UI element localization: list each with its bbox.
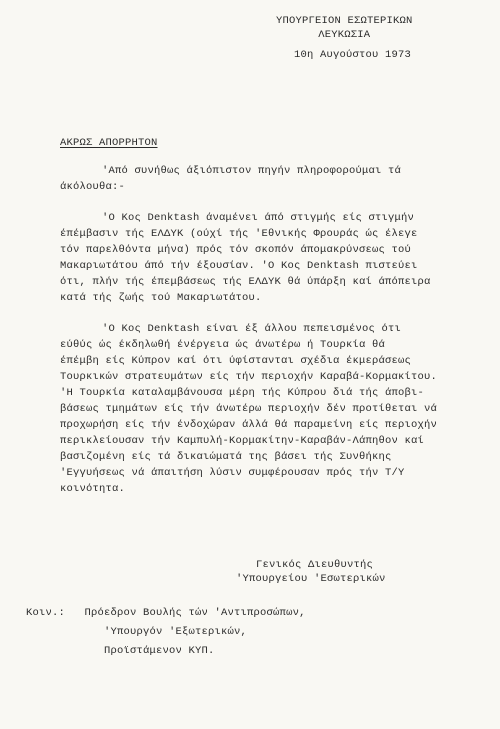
body-line: κοινότητα.	[60, 483, 126, 495]
body-line: έπέμβασιν τής ΕΛΔΥΚ (ούχί τής 'Εθνικής Φρουράς ώς έλεγε	[60, 228, 418, 240]
ministry-city: ΛΕΥΚΩΣΙΑ	[318, 29, 371, 41]
distribution-list	[26, 606, 306, 663]
body-line: έπέμβη είς Κύπρον καί ότι ύφίστανται σχέδια έκμεράσεως	[60, 355, 412, 367]
signatory-ministry: 'Υπουργείου 'Εσωτερικών	[236, 573, 386, 585]
body-line: 'Εγγυήσεως νά άπαιτήση λύσιν συμφέρουσαν πρός τήν Τ/Υ	[60, 467, 405, 479]
paragraph	[60, 211, 480, 307]
body-line: ότι, πλήν τής έπεμβάσεως τής ΕΛΔΥΚ θά ύπάρξη καί άπόπειρα	[60, 276, 431, 288]
body-line: περικλείουσαν τήν Καμπυλή-Κορμακίτην-Καραβάν-Λάπηθον καί	[60, 435, 425, 447]
body-line: προχωρήση είς τήν ένδοχώραν άλλά θά παραμείνη είς περιοχήν	[60, 419, 438, 431]
body-line: Μακαριωτάτου άπό τήν έξουσίαν. 'Ο Κος Denktash πιστεύει	[60, 260, 418, 272]
body-line: εύθύς ώς έκδηλωθή ένέργεια ώς άνωτέρω ή Τουρκία θά	[60, 339, 386, 351]
body-line: 'Από συνήθως άξιόπιστον πηγήν πληροφορούμαι τά	[102, 165, 402, 177]
body-line: τόν παρελθόντα μήνα) πρός τόν σκοπόν άπομακρύνσεως τού	[60, 244, 412, 256]
paragraph	[60, 164, 480, 196]
body-line: 'Η Τουρκία καταλαμβάνουσα μέρη τής Κύπρου διά τής άποβι-	[60, 387, 425, 399]
body-line: κατά τής ζωής τού Μακαριωτάτου.	[60, 292, 262, 304]
body-line: Τουρκικών στρατευμάτων είς τήν περιοχήν Καραβά-Κορμακίτου.	[60, 371, 438, 383]
distribution-recipient: 'Υπουργόν 'Εξωτερικών,	[104, 626, 248, 638]
distribution-row	[26, 606, 306, 625]
signatory-title: Γενικός Διευθυντής	[256, 559, 374, 571]
body-line: 'Ο Κος Denktash άναμένει άπό στιγμής είς στιγμήν	[102, 212, 415, 224]
document-date: 10η Αυγούστου 1973	[294, 49, 412, 61]
document-body	[60, 164, 480, 513]
ministry-header	[276, 14, 413, 42]
body-line: άκόλουθα:-	[60, 181, 126, 193]
body-line: βασιζομένη είς τά δικαιώματά της βάσει τής Συνθήκης	[60, 451, 392, 463]
body-line: 'Ο Κος Denktash είναι έξ άλλου πεπεισμένος ότι	[102, 323, 402, 335]
classification-heading: ΑΚΡΩΣ ΑΠΟΡΡΗΤΟΝ	[60, 137, 158, 149]
signature-block	[236, 558, 386, 586]
distribution-recipient: Πρόεδρον Βουλής τών 'Αντιπροσώπων,	[84, 607, 306, 619]
paragraph	[60, 322, 480, 498]
distribution-recipient: Προϊστάμενον ΚΥΠ.	[104, 645, 215, 657]
ministry-name: ΥΠΟΥΡΓΕΙΟΝ ΕΣΩΤΕΡΙΚΩΝ	[276, 15, 413, 27]
distribution-label: Κοιν.:	[26, 607, 66, 619]
body-line: βάσεως τμημάτων είς τήν άνωτέρω περιοχήν δέν προτίθεται νά	[60, 403, 438, 415]
